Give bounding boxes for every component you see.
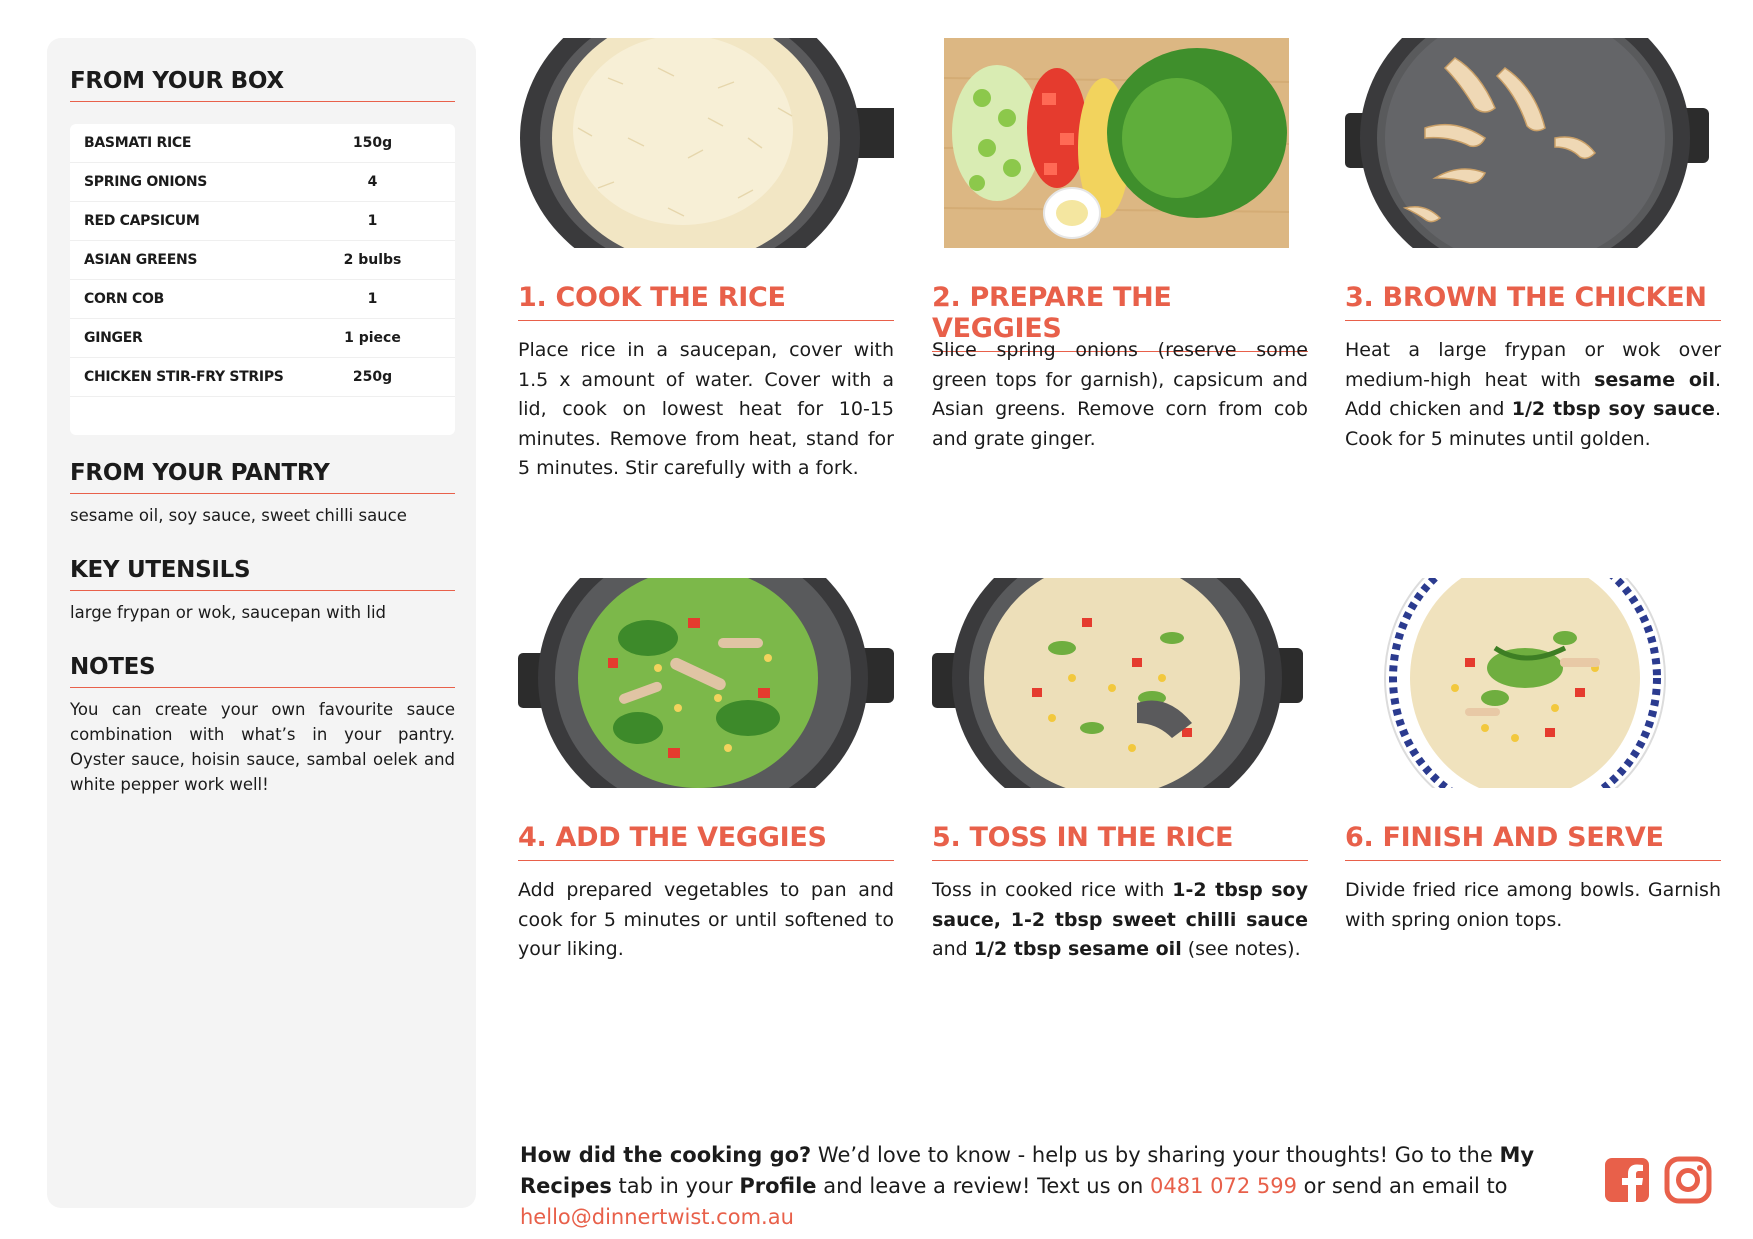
step-title: 4. ADD THE VEGGIES: [518, 822, 894, 861]
feedback-message: How did the cooking go? We’d love to know - help us by sharing your thoughts! Go to the My Recipes tab in your Profile and leave a review! Text us on 0481 072 599 or send an email to hello@dinnertwist.com.au: [520, 1143, 1535, 1229]
facebook-icon[interactable]: [1603, 1156, 1651, 1204]
cook-rice-photo: [518, 38, 894, 248]
ingredient-name: BASMATI RICE: [84, 135, 192, 151]
table-row: [70, 124, 455, 163]
ingredient-name: GINGER: [84, 330, 143, 346]
pantry-title: FROM YOUR PANTRY: [70, 460, 455, 494]
table-row: [70, 280, 455, 319]
step-title: 6. FINISH AND SERVE: [1345, 822, 1721, 861]
pantry-text: sesame oil, soy sauce, sweet chilli sauce: [70, 506, 407, 525]
table-row: [70, 202, 455, 241]
ingredient-qty: 1 piece: [344, 330, 401, 346]
ingredient-qty: 1: [367, 291, 378, 307]
brown-chicken-photo: [1345, 38, 1721, 248]
instagram-icon[interactable]: [1664, 1156, 1712, 1204]
step-text: Place rice in a saucepan, cover with 1.5 x amount of water. Cover with a lid, cook on lowest heat for 10-15 minutes. Remove from heat, stand for 5 minutes. Stir carefully with a fork.: [518, 339, 894, 479]
box-ingredients-table: [70, 124, 455, 435]
ingredients-sidebar: [47, 38, 476, 1208]
phone-link[interactable]: 0481 072 599: [1150, 1174, 1297, 1198]
table-row: [70, 163, 455, 202]
ingredient-qty: 1: [367, 213, 378, 229]
ingredient-name: SPRING ONIONS: [84, 174, 208, 190]
ingredient-name: CHICKEN STIR-FRY STRIPS: [84, 369, 284, 385]
ingredient-name: RED CAPSICUM: [84, 213, 200, 229]
utensils-title: KEY UTENSILS: [70, 557, 455, 591]
step-title: 1. COOK THE RICE: [518, 282, 894, 321]
utensils-text: large frypan or wok, saucepan with lid: [70, 603, 387, 622]
ingredient-name: ASIAN GREENS: [84, 252, 198, 268]
box-title: FROM YOUR BOX: [70, 68, 455, 102]
table-row: [70, 358, 455, 397]
step-title: 5. TOSS IN THE RICE: [932, 822, 1308, 861]
step-title: 3. BROWN THE CHICKEN: [1345, 282, 1721, 321]
notes-text: You can create your own favourite sauce combination with what’s in your pantry. Oyster sauce, hoisin sauce, sambal oelek and white pepper work well!: [70, 700, 455, 794]
step-title: 2. PREPARE THE VEGGIES: [932, 282, 1308, 352]
step-text: Slice spring onions (reserve some green tops for garnish), capsicum and Asian greens. Remove corn from cob and grate ginger.: [932, 339, 1308, 450]
ingredient-qty: 4: [367, 174, 378, 190]
step-text: Toss in cooked rice with 1-2 tbsp soy sauce, 1-2 tbsp sweet chilli sauce and 1/2 tbsp sesame oil (see notes).: [932, 879, 1308, 960]
step-text: Heat a large frypan or wok over medium-high heat with sesame oil. Add chicken and 1/2 tbsp soy sauce. Cook for 5 minutes until golden.: [1345, 339, 1721, 450]
notes-title: NOTES: [70, 654, 455, 688]
table-row: [70, 241, 455, 280]
step-text: Add prepared vegetables to pan and cook for 5 minutes or until softened to your liking.: [518, 879, 894, 960]
served-bowl-photo: [1345, 578, 1721, 788]
table-row: [70, 319, 455, 358]
ingredient-name: CORN COB: [84, 291, 164, 307]
email-link[interactable]: hello@dinnertwist.com.au: [520, 1205, 794, 1229]
ingredient-qty: 150g: [352, 135, 393, 151]
step-text: Divide fried rice among bowls. Garnish with spring onion tops.: [1345, 879, 1721, 931]
toss-rice-photo: [932, 578, 1308, 788]
prepared-veggies-photo: [932, 38, 1308, 248]
add-veggies-photo: [518, 578, 894, 788]
ingredient-qty: 2 bulbs: [343, 252, 402, 268]
ingredient-qty: 250g: [352, 369, 393, 385]
